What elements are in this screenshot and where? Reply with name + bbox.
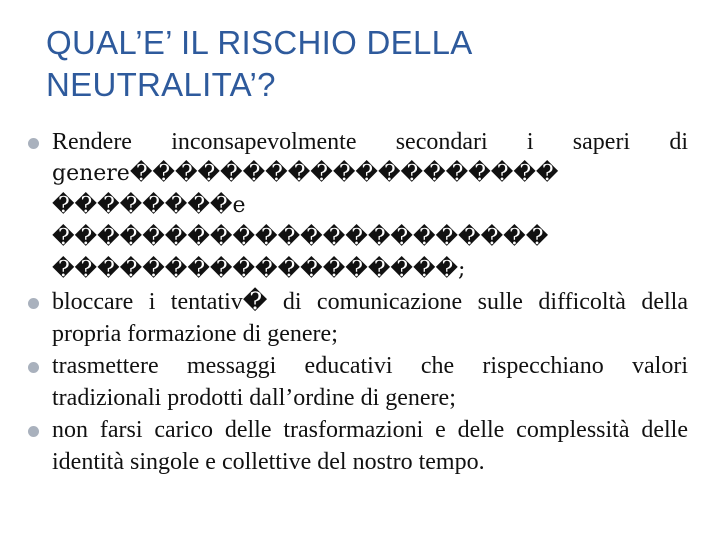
bullet-item-1 [0,126,720,286]
slide-title [46,22,666,106]
slide-title-line-1: QUAL’E’ IL RISCHIO DELLA [46,24,473,61]
bullet-dot-icon [28,362,39,373]
bullet-item-4 [0,414,720,478]
bullet-1-line-1: genere������������������� [52,161,559,186]
bullet-dot-icon [28,426,39,437]
bullet-text-2: bloccare i tentativ� di comunicazione sulle difficoltà della propria formazione di genere; [52,289,688,347]
slide-title-line-2: NEUTRALITA’? [46,66,276,103]
bullet-dot-icon [28,138,39,149]
bullet-item-2 [0,286,720,350]
bullet-list [0,126,720,478]
bullet-1-line-4: ������������������; [52,257,466,282]
bullet-1-line-2: ��������e [52,193,246,218]
bullet-text-4: non farsi carico delle trasformazioni e delle complessità delle identità singole e collettive del nostro tempo. [52,417,688,475]
bullet-text-3: trasmettere messaggi educativi che rispecchiano valori tradizionali prodotti dall’ordine di genere; [52,353,688,411]
bullet-text-1 [52,126,688,286]
bullet-dot-icon [28,298,39,309]
bullet-1-lead: Rendere inconsapevolmente secondari i saperi di [52,129,688,155]
bullet-1-line-3: ���������������������� [52,225,549,250]
bullet-item-3 [0,350,720,414]
